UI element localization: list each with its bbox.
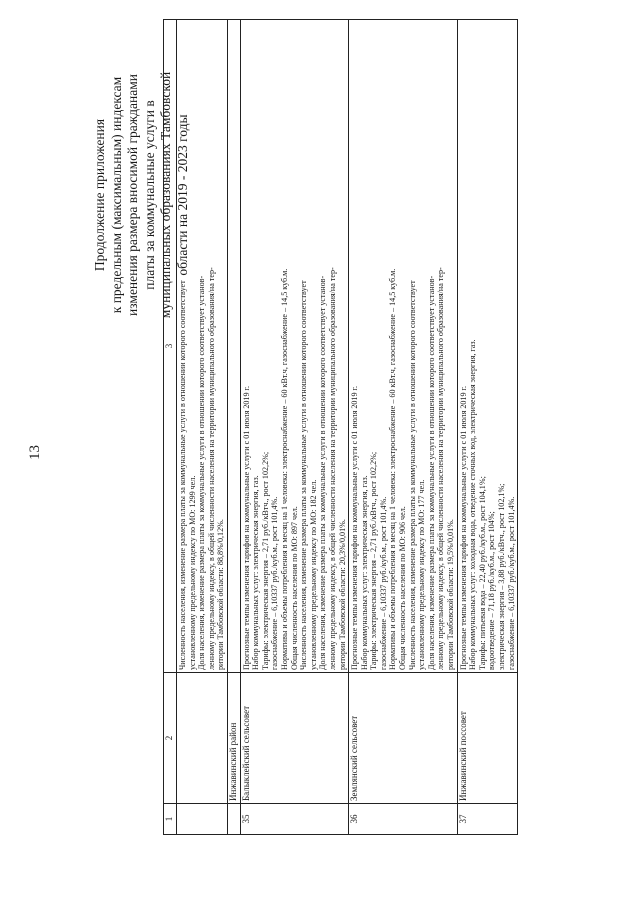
row-number: 36	[349, 804, 458, 835]
column-header: 2	[164, 673, 177, 804]
table-header-row	[164, 20, 177, 835]
text-line: газоснабжение – 6,10337 руб./куб.м., рост 101,4%.	[506, 496, 516, 670]
text-line: Тарифы: электрическая энергия – 2,71 руб./кВтч., рост 102,2%;	[369, 451, 379, 670]
text-line: Нормативы и объемы потребления в месяц на 1 человека: электроснабжение – 60 кВт.ч, газоснабжение – 14,5 куб.м.	[279, 268, 289, 670]
text-line: ленному предельному индексу, в общей численности населения на территории муниципального образования/на тер-	[206, 267, 216, 670]
text-line: Прогнозные темпы изменения тарифов на коммунальные услуги с 01 июля 2019 г.	[458, 386, 468, 670]
text-line: Численность населения, изменение размера платы за коммунальные услуги в отношении которого соответствует	[407, 280, 417, 670]
table-row	[457, 20, 518, 835]
table-row	[240, 20, 349, 835]
municipality-name: Балыклейский сельсовет	[240, 673, 349, 804]
cell-name	[177, 673, 228, 804]
municipality-name: Землянский сельсовет	[349, 673, 458, 804]
text-line: установленному предельному индексу по МО: 177 чел.	[417, 479, 427, 670]
heading-line: муниципальных образованиях Тамбовской	[158, 71, 173, 319]
cell-description	[457, 20, 518, 673]
text-line: Набор коммунальных услуг: электрическая энергия, газ.	[251, 475, 261, 670]
text-line: Общая численность населения по МО: 906 чел.	[398, 506, 408, 670]
text-line: ленному предельному индексу, в общей численности населения на территории муниципального образования/на тер-	[436, 267, 446, 670]
text-line: газоснабжение – 6,10337 руб./куб.м., рост 101,4%.	[270, 496, 280, 670]
text-line: установленному предельному индексу по МО: 1299 чел.	[187, 475, 197, 670]
cell-number	[227, 804, 240, 835]
heading-line: области на 2019 - 2023 годы	[174, 114, 190, 276]
column-header: 1	[164, 804, 177, 835]
municipality-name: Инжавинский поссовет	[457, 673, 518, 804]
heading-line: изменения размера вносимой гражданами	[125, 74, 140, 316]
text-line: Общая численность населения по МО: 897 чел.	[289, 506, 299, 670]
text-line: электрическая энергия – 3,88 руб./кВтч., рост 102,1%;	[497, 483, 506, 670]
cell-description	[349, 20, 458, 673]
cell-description	[240, 20, 349, 673]
text-line: газоснабжение – 6,10337 руб./куб.м., рост 101,4%.	[378, 496, 388, 670]
text-line: Набор коммунальных услуг: холодная вода, отведение сточных вод, электрическая энергия, газ.	[468, 339, 478, 670]
text-line: ритории Тамбовской области: 19,5%/0,01%.	[446, 519, 456, 670]
heading-line: к предельным (максимальным) индексам	[108, 76, 124, 314]
indices-table	[163, 19, 518, 835]
text-line: Нормативы и объемы потребления в месяц на 1 человека: электроснабжение – 60 кВт.ч, газоснабжение – 14,5 куб.м.	[388, 268, 398, 670]
heading-line: платы за коммунальные услуги в	[141, 100, 157, 290]
text-line: Доля населения, изменение размера платы за коммунальные услуги в отношении которого соответствует установ-	[318, 275, 328, 670]
cell-description	[227, 20, 240, 673]
table-row	[177, 20, 228, 835]
text-line: Доля населения, изменение размера платы за коммунальные услуги в отношении которого соответствует установ-	[426, 275, 436, 670]
text-line: Численность населения, изменение размера платы за коммунальные услуги в отношении которого соответствует	[178, 280, 187, 670]
page-number: 13	[27, 445, 43, 460]
cell-description	[174, 20, 228, 673]
text-line: ритории Тамбовской области: 20,3%/0,01%.	[337, 519, 347, 670]
text-line: Прогнозные темпы изменения тарифов на коммунальные услуги с 01 июля 2019 г.	[350, 386, 360, 670]
text-line: установленному предельному индексу по МО: 182 чел.	[308, 479, 318, 670]
text-line: Численность населения, изменение размера платы за коммунальные услуги в отношении которого соответствует	[299, 280, 309, 670]
text-line: ритории Тамбовской области: 88,8%/0,12%.	[216, 519, 226, 670]
text-line: Доля населения, изменение размера платы за коммунальные услуги в отношении которого соответствует установ-	[197, 275, 207, 670]
text-line: Набор коммунальных услуг: электрическая энергия, газ.	[359, 475, 369, 670]
column-header: 3	[164, 20, 177, 673]
table-row-region	[227, 20, 240, 835]
heading-line: Продолжение приложения	[92, 118, 107, 272]
table-row	[349, 20, 458, 835]
region-name: Инжавинский район	[227, 673, 240, 804]
text-line: Прогнозные темпы изменения тарифов на коммунальные услуги с 01 июля 2019 г.	[241, 386, 251, 670]
text-line: водоотведение – 71,18 руб./куб.м., рост 104%;	[487, 511, 497, 670]
text-line: ленному предельному индексу, в общей численности населения на территории муниципального образования/на тер-	[327, 267, 337, 670]
row-number: 35	[240, 804, 349, 835]
text-line: Тарифы: электрическая энергия – 2,71 руб./кВтч., рост 102,2%;	[260, 451, 270, 670]
row-number: 37	[457, 804, 518, 835]
text-line: Тарифы: питьевая вода – 22,40 руб./куб.м., рост 104,1%;	[477, 476, 487, 670]
cell-number	[177, 804, 228, 835]
